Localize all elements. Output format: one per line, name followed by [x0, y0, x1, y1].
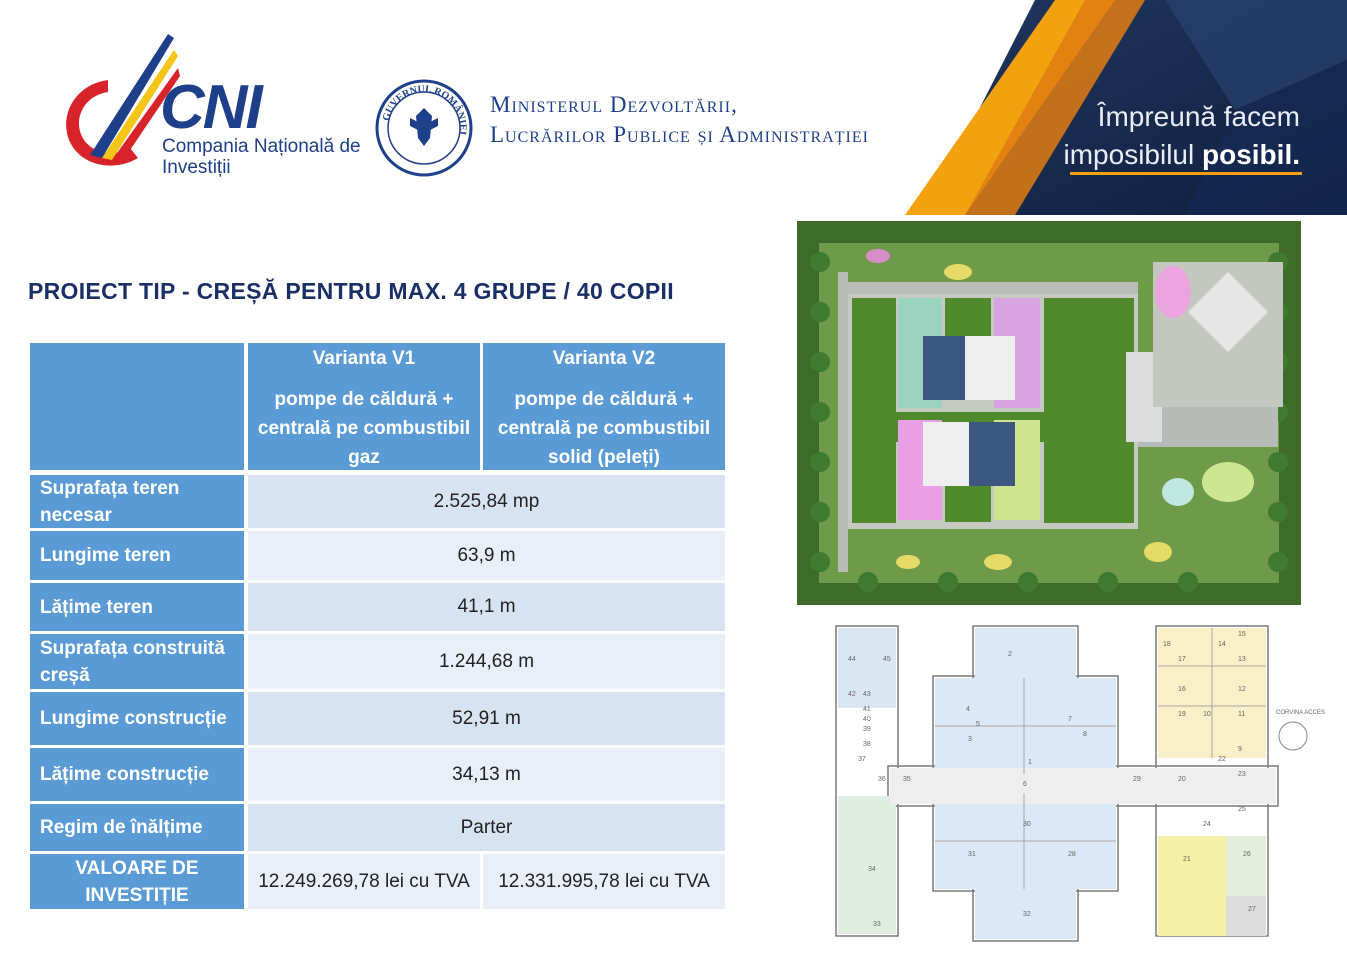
plan-room-number: 31	[968, 851, 976, 858]
column-v2-desc: pompe de căldură + centrală pe combustibil solid (peleți)	[497, 389, 711, 468]
plan-room-number: 42	[848, 691, 856, 698]
slogan-line-2	[1060, 136, 1300, 174]
investment-value-v2: 12.331.995,78 lei cu TVA	[483, 854, 725, 909]
row-value: 2.525,84 mp	[248, 475, 725, 528]
row-value: 34,13 m	[248, 748, 725, 801]
table-row	[30, 748, 725, 801]
plan-room-number: 8	[1083, 731, 1087, 738]
slogan-word-posibil: posibil.	[1202, 139, 1300, 170]
plan-room-number: 14	[1218, 641, 1226, 648]
plan-room-number: 33	[873, 921, 881, 928]
table-row	[30, 804, 725, 851]
plan-room-number: 4	[966, 706, 970, 713]
row-value: 1.244,68 m	[248, 634, 725, 689]
investment-value-v1: 12.249.269,78 lei cu TVA	[248, 854, 480, 909]
plan-room-number: 9	[1238, 746, 1242, 753]
plan-room-number: 40	[863, 716, 871, 723]
row-label: Lățime construcție	[30, 748, 244, 801]
plan-room-number: 16	[1178, 686, 1186, 693]
row-label: Suprafața construită creșă	[30, 634, 244, 689]
plan-room-number: 32	[1023, 911, 1031, 918]
table-row	[30, 692, 725, 745]
table-row	[30, 475, 725, 528]
column-header-v1	[248, 343, 480, 470]
row-label: Regim de înălțime	[30, 804, 244, 851]
floor-plan-image	[818, 616, 1325, 946]
plan-room-number: 15	[1238, 631, 1246, 638]
table-corner-cell	[30, 343, 244, 470]
plan-room-number: 1	[1028, 759, 1032, 766]
page-title: PROIECT TIP - CREȘĂ PENTRU MAX. 4 GRUPE / 40 COPII	[28, 278, 674, 304]
plan-room-number: 36	[878, 776, 886, 783]
row-value: Parter	[248, 804, 725, 851]
cni-acronym: CNI	[160, 73, 261, 142]
plan-room-number: 28	[1068, 851, 1076, 858]
table-row	[30, 583, 725, 631]
plan-room-number: 45	[883, 656, 891, 663]
gov-seal-icon	[374, 78, 474, 178]
row-value: 41,1 m	[248, 583, 725, 631]
seal-text: GUVERNUL ROMÂNIEI	[380, 83, 469, 136]
row-label: Lungime construcție	[30, 692, 244, 745]
plan-room-number: 5	[976, 721, 980, 728]
ministry-line-2: Lucrărilor Publice și Administrației	[490, 122, 869, 147]
slogan-underline	[1070, 172, 1302, 175]
plan-room-number: 34	[868, 866, 876, 873]
slogan-line-1: Împreună facem	[1097, 101, 1300, 132]
plan-room-number: 11	[1238, 711, 1246, 718]
plan-room-number: 12	[1238, 686, 1246, 693]
table-row	[30, 634, 725, 689]
header	[0, 0, 1347, 215]
plan-room-number: 27	[1248, 906, 1256, 913]
plan-corner-label: CORVINA ACCES	[1276, 710, 1325, 716]
plan-room-number: 44	[848, 656, 856, 663]
row-label: Lungime teren	[30, 531, 244, 580]
plan-room-number: 17	[1178, 656, 1186, 663]
plan-room-number: 30	[1023, 821, 1031, 828]
row-value: 52,91 m	[248, 692, 725, 745]
plan-room-number: 26	[1243, 851, 1251, 858]
plan-room-number: 39	[863, 726, 871, 733]
plan-room-number: 41	[863, 706, 871, 713]
investment-label: VALOARE DE INVESTIȚIE	[30, 854, 244, 909]
column-v2-name: Varianta V2	[552, 348, 656, 369]
ministry-line-1: Ministerul Dezvoltării,	[490, 92, 738, 117]
plan-room-number: 18	[1163, 641, 1171, 648]
aerial-render-image	[808, 232, 1290, 594]
table-row-investment	[30, 854, 725, 909]
table-header-row	[30, 343, 725, 470]
plan-room-number: 35	[903, 776, 911, 783]
plan-room-number: 29	[1133, 776, 1141, 783]
row-value: 63,9 m	[248, 531, 725, 580]
plan-room-number: 19	[1178, 711, 1186, 718]
plan-room-number: 43	[863, 691, 871, 698]
plan-room-number: 37	[858, 756, 866, 763]
plan-room-number: 20	[1178, 776, 1186, 783]
cni-logo	[50, 30, 361, 190]
ministry-name	[490, 90, 869, 150]
slogan-word-imposibilul: imposibilul	[1063, 139, 1195, 170]
row-label: Lățime teren	[30, 583, 244, 631]
plan-room-number: 22	[1218, 756, 1226, 763]
cni-company-name: Compania Națională de Investiții	[162, 136, 361, 178]
column-header-v2	[483, 343, 725, 470]
row-label: Suprafața teren necesar	[30, 475, 244, 528]
plan-room-number: 21	[1183, 856, 1191, 863]
column-v1-name: Varianta V1	[312, 348, 416, 369]
plan-room-number: 3	[968, 736, 972, 743]
plan-room-number: 23	[1238, 771, 1246, 778]
table-row	[30, 531, 725, 580]
plan-room-number: 2	[1008, 651, 1012, 658]
slogan	[1060, 98, 1300, 174]
plan-room-number: 38	[863, 741, 871, 748]
plan-room-number: 13	[1238, 656, 1246, 663]
plan-room-number: 7	[1068, 716, 1072, 723]
plan-room-number: 6	[1023, 781, 1027, 788]
plan-room-number: 25	[1238, 806, 1246, 813]
plan-room-number: 24	[1203, 821, 1211, 828]
plan-room-number: 10	[1203, 711, 1211, 718]
column-v1-desc: pompe de căldură + centrală pe combustibil gaz	[257, 389, 471, 468]
